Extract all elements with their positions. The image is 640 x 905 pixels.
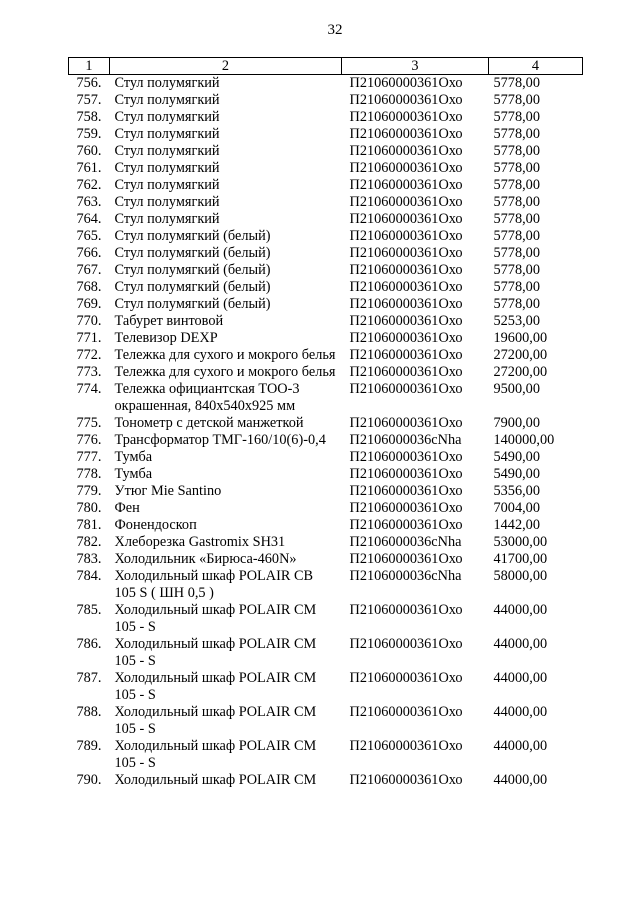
item-name: Утюг Mie Santino bbox=[114, 483, 222, 499]
header-col-3: 3 bbox=[342, 58, 489, 75]
row-number: 760. bbox=[76, 143, 102, 159]
item-name: Холодильный шкаф POLAIR CM 105 - S bbox=[114, 636, 317, 669]
item-code: П21060000361Охо bbox=[349, 109, 463, 125]
table-row bbox=[69, 177, 583, 194]
table-row bbox=[69, 279, 583, 296]
table-row bbox=[69, 160, 583, 177]
item-code: П21060000361Охо bbox=[349, 245, 463, 261]
item-price: 5778,00 bbox=[493, 92, 540, 108]
item-price: 5778,00 bbox=[493, 279, 540, 295]
item-price: 5490,00 bbox=[493, 449, 540, 465]
row-number: 783. bbox=[76, 551, 102, 567]
row-number: 787. bbox=[76, 670, 102, 686]
item-code: П21060000361Охо bbox=[349, 517, 463, 533]
item-name: Стул полумягкий bbox=[114, 143, 220, 159]
item-price: 5778,00 bbox=[493, 262, 540, 278]
header-row bbox=[69, 58, 583, 75]
item-name: Стул полумягкий bbox=[114, 109, 220, 125]
table-row bbox=[69, 670, 583, 704]
item-name: Стул полумягкий bbox=[114, 177, 220, 193]
item-price: 19600,00 bbox=[493, 330, 548, 346]
item-name: Стул полумягкий bbox=[114, 92, 220, 108]
row-number: 768. bbox=[76, 279, 102, 295]
item-price: 44000,00 bbox=[493, 636, 548, 652]
item-code: П21060000361Охо bbox=[349, 381, 463, 397]
item-price: 27200,00 bbox=[493, 347, 548, 363]
row-number: 775. bbox=[76, 415, 102, 431]
item-name: Тумба bbox=[114, 466, 153, 482]
row-number: 774. bbox=[76, 381, 102, 397]
row-number: 785. bbox=[76, 602, 102, 618]
table-row bbox=[69, 330, 583, 347]
item-name: Холодильный шкаф POLAIR CM 105 - S bbox=[114, 704, 317, 737]
item-name: Холодильный шкаф POLAIR CM 105 - S bbox=[114, 738, 317, 771]
item-price: 7900,00 bbox=[493, 415, 540, 431]
table-row bbox=[69, 92, 583, 109]
item-code: П21060000361Охо bbox=[349, 704, 463, 720]
table-row bbox=[69, 415, 583, 432]
item-price: 5778,00 bbox=[493, 228, 540, 244]
table-row bbox=[69, 483, 583, 500]
item-name: Тележка для сухого и мокрого белья bbox=[114, 364, 336, 380]
row-number: 766. bbox=[76, 245, 102, 261]
item-price: 5778,00 bbox=[493, 296, 540, 312]
table-row bbox=[69, 772, 583, 789]
item-name: Тонометр с детской манжеткой bbox=[114, 415, 304, 431]
item-code: П21060000361Охо bbox=[349, 194, 463, 210]
table-row bbox=[69, 432, 583, 449]
item-name: Трансформатор ТМГ-160/10(6)-0,4 bbox=[114, 432, 326, 448]
item-price: 5778,00 bbox=[493, 109, 540, 125]
item-name: Табурет винтовой bbox=[114, 313, 224, 329]
item-code: П21060000361Охо bbox=[349, 279, 463, 295]
table-row bbox=[69, 738, 583, 772]
item-price: 9500,00 bbox=[493, 381, 540, 397]
item-price: 140000,00 bbox=[493, 432, 555, 448]
table-row bbox=[69, 381, 583, 415]
item-name: Стул полумягкий (белый) bbox=[114, 279, 271, 295]
row-number: 776. bbox=[76, 432, 102, 448]
item-code: П21060000361Охо bbox=[349, 296, 463, 312]
header-col-2: 2 bbox=[110, 58, 342, 75]
row-number: 762. bbox=[76, 177, 102, 193]
item-price: 44000,00 bbox=[493, 602, 548, 618]
item-code: П21060000361Охо bbox=[349, 636, 463, 652]
item-code: П21060000361Охо bbox=[349, 449, 463, 465]
table-row bbox=[69, 517, 583, 534]
row-number: 770. bbox=[76, 313, 102, 329]
item-code: П21060000361Охо bbox=[349, 313, 463, 329]
item-name: Стул полумягкий bbox=[114, 126, 220, 142]
row-number: 790. bbox=[76, 772, 102, 788]
item-name: Холодильник «Бирюса-460N» bbox=[114, 551, 297, 567]
item-price: 44000,00 bbox=[493, 738, 548, 754]
table-row bbox=[69, 126, 583, 143]
table-row bbox=[69, 636, 583, 670]
item-code: П21060000361Охо bbox=[349, 126, 463, 142]
table-row bbox=[69, 296, 583, 313]
item-price: 27200,00 bbox=[493, 364, 548, 380]
item-code: П21060000361Охо bbox=[349, 738, 463, 754]
row-number: 761. bbox=[76, 160, 102, 176]
item-code: П21060000361Охо bbox=[349, 670, 463, 686]
row-number: 779. bbox=[76, 483, 102, 499]
table-row bbox=[69, 75, 583, 93]
item-price: 44000,00 bbox=[493, 704, 548, 720]
table-row bbox=[69, 313, 583, 330]
item-name: Стул полумягкий bbox=[114, 75, 220, 91]
table-row bbox=[69, 194, 583, 211]
item-code: П21060000361Охо bbox=[349, 551, 463, 567]
item-price: 5778,00 bbox=[493, 194, 540, 210]
item-name: Телевизор DEXP bbox=[114, 330, 218, 346]
item-price: 5778,00 bbox=[493, 143, 540, 159]
item-name: Фен bbox=[114, 500, 140, 516]
table-header bbox=[69, 58, 583, 75]
item-name: Холодильный шкаф POLAIR CM 105 - S bbox=[114, 670, 317, 703]
item-code: П21060000361Охо bbox=[349, 602, 463, 618]
item-code: П21060000361Охо bbox=[349, 177, 463, 193]
item-code: П21060000361Охо bbox=[349, 75, 463, 91]
item-code: П21060000361Охо bbox=[349, 483, 463, 499]
item-name: Стул полумягкий (белый) bbox=[114, 245, 271, 261]
item-name: Холодильный шкаф POLAIR CM 105 - S bbox=[114, 602, 317, 635]
item-name: Стул полумягкий bbox=[114, 160, 220, 176]
item-price: 41700,00 bbox=[493, 551, 548, 567]
table-row bbox=[69, 551, 583, 568]
table-row bbox=[69, 466, 583, 483]
row-number: 758. bbox=[76, 109, 102, 125]
header-col-4: 4 bbox=[489, 58, 583, 75]
item-code: П21060000361Охо bbox=[349, 347, 463, 363]
row-number: 780. bbox=[76, 500, 102, 516]
item-name: Стул полумягкий (белый) bbox=[114, 262, 271, 278]
item-name: Стул полумягкий bbox=[114, 211, 220, 227]
item-name: Тумба bbox=[114, 449, 153, 465]
row-number: 767. bbox=[76, 262, 102, 278]
item-price: 5778,00 bbox=[493, 245, 540, 261]
item-price: 5778,00 bbox=[493, 126, 540, 142]
row-number: 765. bbox=[76, 228, 102, 244]
item-name: Холодильный шкаф POLAIR CB 105 S ( ШН 0,5 ) bbox=[114, 568, 314, 601]
item-code: П2106000036cNha bbox=[349, 534, 462, 550]
item-name: Тележка официантская ТОО-3 окрашенная, 840х540х925 мм bbox=[114, 381, 300, 414]
item-name: Стул полумягкий bbox=[114, 194, 220, 210]
item-code: П2106000036cNha bbox=[349, 568, 462, 584]
table-row bbox=[69, 211, 583, 228]
row-number: 788. bbox=[76, 704, 102, 720]
table-row bbox=[69, 245, 583, 262]
row-number: 778. bbox=[76, 466, 102, 482]
table-row bbox=[69, 262, 583, 279]
item-code: П21060000361Охо bbox=[349, 330, 463, 346]
item-price: 5253,00 bbox=[493, 313, 540, 329]
item-price: 53000,00 bbox=[493, 534, 548, 550]
row-number: 763. bbox=[76, 194, 102, 210]
inventory-table bbox=[68, 57, 583, 789]
item-price: 44000,00 bbox=[493, 772, 548, 788]
item-code: П21060000361Охо bbox=[349, 160, 463, 176]
item-code: П21060000361Охо bbox=[349, 228, 463, 244]
row-number: 773. bbox=[76, 364, 102, 380]
table-row bbox=[69, 602, 583, 636]
row-number: 771. bbox=[76, 330, 102, 346]
item-price: 58000,00 bbox=[493, 568, 548, 584]
table-row bbox=[69, 704, 583, 738]
item-code: П21060000361Охо bbox=[349, 211, 463, 227]
header-col-1: 1 bbox=[69, 58, 110, 75]
row-number: 759. bbox=[76, 126, 102, 142]
item-code: П21060000361Охо bbox=[349, 500, 463, 516]
table-row bbox=[69, 347, 583, 364]
item-code: П2106000036cNha bbox=[349, 432, 462, 448]
table-row bbox=[69, 568, 583, 602]
table-body bbox=[69, 75, 583, 790]
item-price: 5778,00 bbox=[493, 75, 540, 91]
table-row bbox=[69, 228, 583, 245]
item-name: Стул полумягкий (белый) bbox=[114, 228, 271, 244]
page-number: 32 bbox=[327, 22, 343, 38]
table-row bbox=[69, 109, 583, 126]
item-price: 5778,00 bbox=[493, 160, 540, 176]
row-number: 789. bbox=[76, 738, 102, 754]
item-name: Хлеборезка Gastromix SH31 bbox=[114, 534, 286, 550]
row-number: 769. bbox=[76, 296, 102, 312]
row-number: 777. bbox=[76, 449, 102, 465]
item-price: 5356,00 bbox=[493, 483, 540, 499]
item-price: 5778,00 bbox=[493, 177, 540, 193]
item-price: 1442,00 bbox=[493, 517, 540, 533]
item-code: П21060000361Охо bbox=[349, 262, 463, 278]
item-code: П21060000361Охо bbox=[349, 466, 463, 482]
item-price: 44000,00 bbox=[493, 670, 548, 686]
row-number: 772. bbox=[76, 347, 102, 363]
table-row bbox=[69, 500, 583, 517]
item-name: Фонендоскоп bbox=[114, 517, 197, 533]
table-row bbox=[69, 364, 583, 381]
table-row bbox=[69, 143, 583, 160]
table-row bbox=[69, 534, 583, 551]
row-number: 764. bbox=[76, 211, 102, 227]
item-code: П21060000361Охо bbox=[349, 364, 463, 380]
item-price: 7004,00 bbox=[493, 500, 540, 516]
row-number: 786. bbox=[76, 636, 102, 652]
row-number: 784. bbox=[76, 568, 102, 584]
row-number: 756. bbox=[76, 75, 102, 91]
item-code: П21060000361Охо bbox=[349, 92, 463, 108]
item-code: П21060000361Охо bbox=[349, 415, 463, 431]
item-name: Холодильный шкаф POLAIR CM bbox=[114, 772, 317, 788]
item-price: 5778,00 bbox=[493, 211, 540, 227]
row-number: 757. bbox=[76, 92, 102, 108]
table-row bbox=[69, 449, 583, 466]
item-code: П21060000361Охо bbox=[349, 143, 463, 159]
item-code: П21060000361Охо bbox=[349, 772, 463, 788]
item-price: 5490,00 bbox=[493, 466, 540, 482]
item-name: Тележка для сухого и мокрого белья bbox=[114, 347, 336, 363]
row-number: 781. bbox=[76, 517, 102, 533]
item-name: Стул полумягкий (белый) bbox=[114, 296, 271, 312]
row-number: 782. bbox=[76, 534, 102, 550]
